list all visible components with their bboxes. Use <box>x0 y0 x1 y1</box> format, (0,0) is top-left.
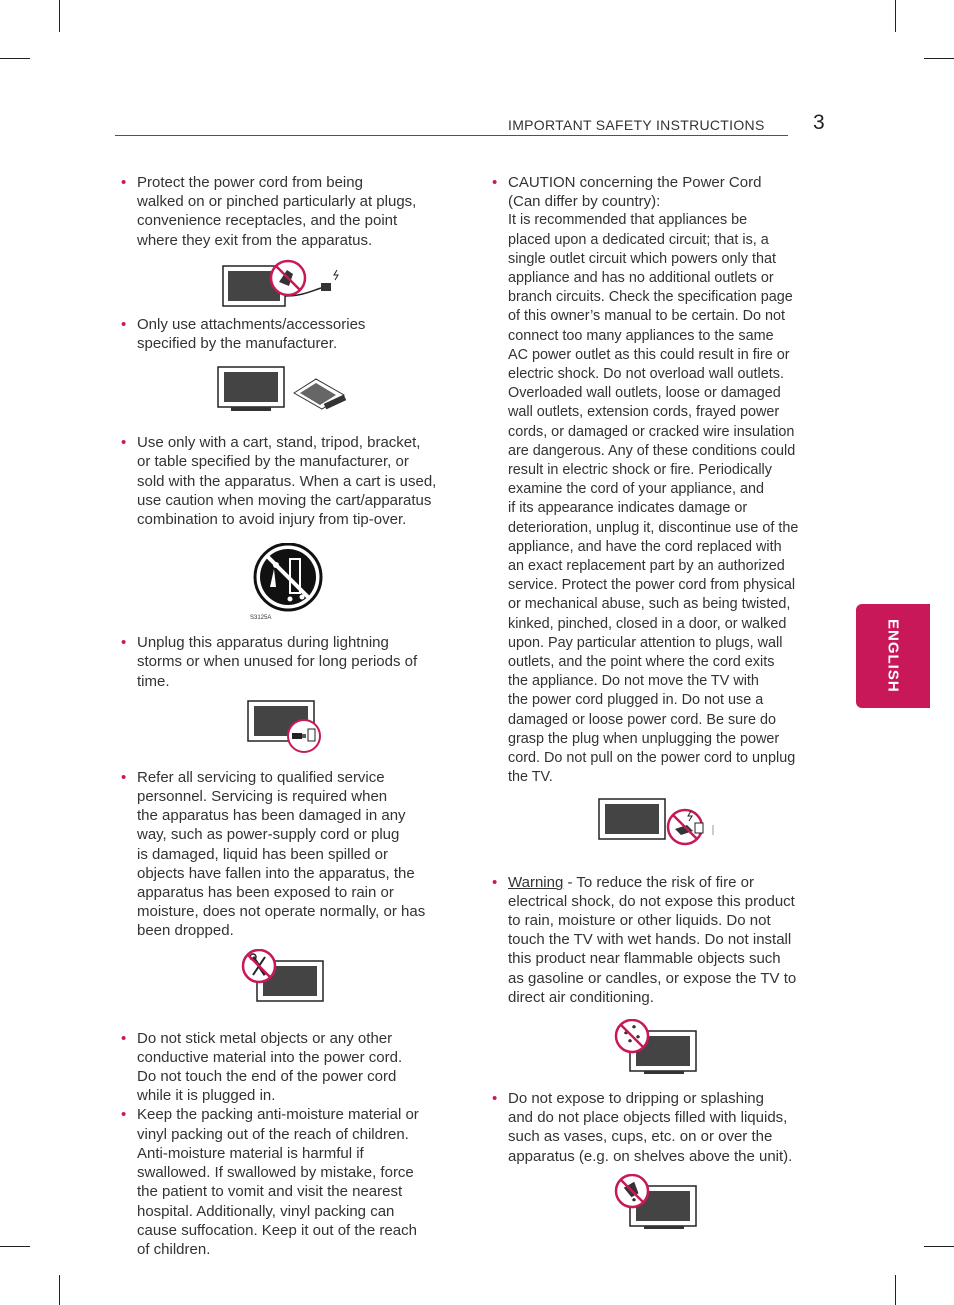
page-number: 3 <box>813 111 825 134</box>
line: touch the TV with wet hands. Do not install <box>508 931 792 949</box>
line: the TV. <box>508 769 553 786</box>
line: the appliance. Do not move the TV with <box>508 673 759 690</box>
left-column <box>118 173 453 1259</box>
bullet-icon: • <box>121 634 127 652</box>
line: use caution when moving the cart/apparatus <box>137 491 432 509</box>
line: way, such as power-supply cord or plug <box>137 826 400 844</box>
caution-title-line: (Can differ by country): <box>508 193 661 211</box>
line: Anti-moisture material is harmful if <box>137 1144 364 1162</box>
caution-title-line: CAUTION concerning the Power Cord <box>508 174 762 191</box>
crop-mark <box>924 1246 954 1247</box>
line: conductive material into the power cord. <box>137 1048 403 1066</box>
line: or mechanical abuse, such as being twisted, <box>508 596 791 613</box>
tv-foot-on-cord-icon <box>221 258 351 308</box>
line: deterioration, unplug it, discontinue use of the <box>508 519 799 536</box>
line: or table specified by the manufacturer, or <box>137 453 409 471</box>
line: Do not stick metal objects or any other <box>137 1029 393 1047</box>
tv-no-pull-cord-icon <box>597 797 717 847</box>
warning-first-line <box>508 873 824 892</box>
line: placed upon a dedicated circuit; that is, a <box>508 231 769 248</box>
warning-first-line-text: - To reduce the risk of fire or <box>563 873 754 891</box>
line: convenience receptacles, and the point <box>137 212 398 230</box>
cart-figure-code: S3125A <box>250 615 272 622</box>
tv-no-liquid-objects-icon <box>614 1174 700 1230</box>
tv-unplug-icon <box>246 699 326 757</box>
tv-no-self-repair-icon <box>241 949 331 1009</box>
line: branch circuits. Check the specification page <box>508 289 793 306</box>
crop-mark <box>0 1246 30 1247</box>
bullet-icon: • <box>121 434 127 452</box>
line: service. Protect the power cord from physical <box>508 577 796 594</box>
line: Protect the power cord from being <box>137 174 363 191</box>
line: Do not touch the end of the power cord <box>137 1068 397 1086</box>
figure-attachments <box>118 353 453 433</box>
line: result in electric shock or fire. Periodically <box>508 462 772 479</box>
bullet-icon: • <box>121 174 127 191</box>
line: hospital. Additionally, vinyl packing can <box>137 1202 395 1220</box>
line: as gasoline or candles, or expose the TV to <box>508 969 797 987</box>
safety-item-servicing <box>118 768 453 941</box>
line: if its appearance indicates damage or <box>508 500 748 517</box>
line: outlets, and the point where the cord exits <box>508 654 775 671</box>
page-header-title: IMPORTANT SAFETY INSTRUCTIONS <box>508 117 765 133</box>
line: storms or when unused for long periods of <box>137 653 418 671</box>
line: Unplug this apparatus during lightning <box>137 634 389 652</box>
line: sold with the apparatus. When a cart is used, <box>137 472 437 490</box>
crop-mark <box>924 58 954 59</box>
line: to rain, moisture or other liquids. Do not <box>508 911 771 929</box>
line: vinyl packing out of the reach of children. <box>137 1125 409 1143</box>
line: cord. Do not pull on the power cord to unplug <box>508 750 796 767</box>
line: walked on or pinched particularly at plugs, <box>137 193 417 211</box>
line: apparatus has been exposed to rain or <box>137 884 394 902</box>
warning-label: Warning <box>508 873 564 891</box>
crop-mark <box>895 1275 896 1305</box>
line: Use only with a cart, stand, tripod, bracket, <box>137 434 421 452</box>
bullet-icon: • <box>121 1029 127 1047</box>
figure-servicing <box>118 941 453 1029</box>
safety-item-unplug <box>118 633 453 691</box>
bullet-icon: • <box>121 768 127 786</box>
line: cause suffocation. Keep it out of the reach <box>137 1221 417 1239</box>
line: AC power outlet as this could result in fire or <box>508 346 790 363</box>
line: electrical shock, do not expose this product <box>508 892 795 910</box>
bullet-icon: • <box>121 315 127 333</box>
line: swallowed. If swallowed by mistake, force <box>137 1164 414 1182</box>
right-column <box>489 173 824 1234</box>
line: single outlet circuit which powers only that <box>508 250 776 267</box>
line: such as vases, cups, etc. on or over the <box>508 1128 773 1146</box>
line: kinked, pinched, closed in a door, or walked <box>508 615 787 632</box>
line: It is recommended that appliances be <box>508 212 748 229</box>
line: the power cord plugged in. Do not use a <box>508 692 764 709</box>
safety-item-power-cord <box>118 173 453 250</box>
tv-no-water-icon <box>614 1019 700 1075</box>
line: Do not expose to dripping or splashing <box>508 1089 764 1107</box>
line: the apparatus has been damaged in any <box>137 807 406 825</box>
figure-warning <box>489 1007 824 1089</box>
figure-power-cord <box>118 250 453 315</box>
language-tab <box>856 604 930 708</box>
safety-item-dripping <box>489 1089 824 1166</box>
line: of children. <box>137 1240 211 1258</box>
line: are dangerous. Any of these conditions could <box>508 442 796 459</box>
line: where they exit from the apparatus. <box>137 231 373 249</box>
line: this product near flammable objects such <box>508 950 781 968</box>
figure-caution <box>489 788 824 873</box>
line: moisture, does not operate normally, or has <box>137 903 426 921</box>
line: direct air conditioning. <box>508 988 654 1006</box>
line: objects have fallen into the apparatus, the <box>137 864 415 882</box>
line: is damaged, liquid has been spilled or <box>137 845 388 863</box>
line: grasp the plug when unplugging the power <box>508 730 780 747</box>
line: combination to avoid injury from tip-over. <box>137 511 407 529</box>
line: Refer all servicing to qualified service <box>137 768 385 786</box>
bullet-icon: • <box>492 174 498 191</box>
line: the patient to vomit and visit the nearest <box>137 1183 403 1201</box>
safety-item-cart <box>118 433 453 529</box>
cart-tip-over-warning-icon <box>246 543 326 615</box>
crop-mark <box>895 0 896 32</box>
safety-item-anti-moisture <box>118 1105 453 1259</box>
line: electric shock. Do not overload wall outlets. <box>508 366 784 383</box>
line: time. <box>137 672 170 690</box>
safety-item-warning <box>489 873 824 1007</box>
line: appliance and has no additional outlets or <box>508 270 774 287</box>
line: upon. Pay particular attention to plugs, wall <box>508 634 783 651</box>
language-tab-label: ENGLISH <box>884 619 902 693</box>
line: of this owner’s manual to be certain. Do not <box>508 308 786 325</box>
line: connect too many appliances to the same <box>508 327 774 344</box>
line: apparatus (e.g. on shelves above the unit). <box>508 1147 793 1165</box>
crop-mark <box>0 58 30 59</box>
safety-item-attachments <box>118 315 453 353</box>
safety-item-caution-power-cord <box>489 173 824 788</box>
figure-unplug <box>118 691 453 768</box>
line: cords, or damaged or cracked wire insulation <box>508 423 795 440</box>
bullet-icon: • <box>492 1089 498 1107</box>
tv-accessories-icon <box>216 365 356 415</box>
safety-item-metal-objects <box>118 1029 453 1106</box>
crop-mark <box>59 1275 60 1305</box>
line: personnel. Servicing is required when <box>137 788 388 806</box>
line: wall outlets, extension cords, frayed power <box>508 404 780 421</box>
line: and do not place objects filled with liquids, <box>508 1109 788 1127</box>
figure-dripping <box>489 1166 824 1234</box>
line: Keep the packing anti-moisture material or <box>137 1106 419 1124</box>
line: Only use attachments/accessories <box>137 315 366 333</box>
bullet-icon: • <box>121 1106 127 1124</box>
caution-body <box>508 211 824 787</box>
line: been dropped. <box>137 922 234 940</box>
line: damaged or loose power cord. Be sure do <box>508 711 776 728</box>
line: specified by the manufacturer. <box>137 335 338 353</box>
figure-cart <box>118 529 453 633</box>
line: Overloaded wall outlets, loose or damaged <box>508 385 781 402</box>
bullet-icon: • <box>492 873 498 891</box>
line: examine the cord of your appliance, and <box>508 481 764 498</box>
line: while it is plugged in. <box>137 1087 276 1105</box>
header-rule <box>115 135 788 136</box>
crop-mark <box>59 0 60 32</box>
line: an exact replacement part by an authorized <box>508 558 785 575</box>
line: appliance, and have the cord replaced with <box>508 538 782 555</box>
